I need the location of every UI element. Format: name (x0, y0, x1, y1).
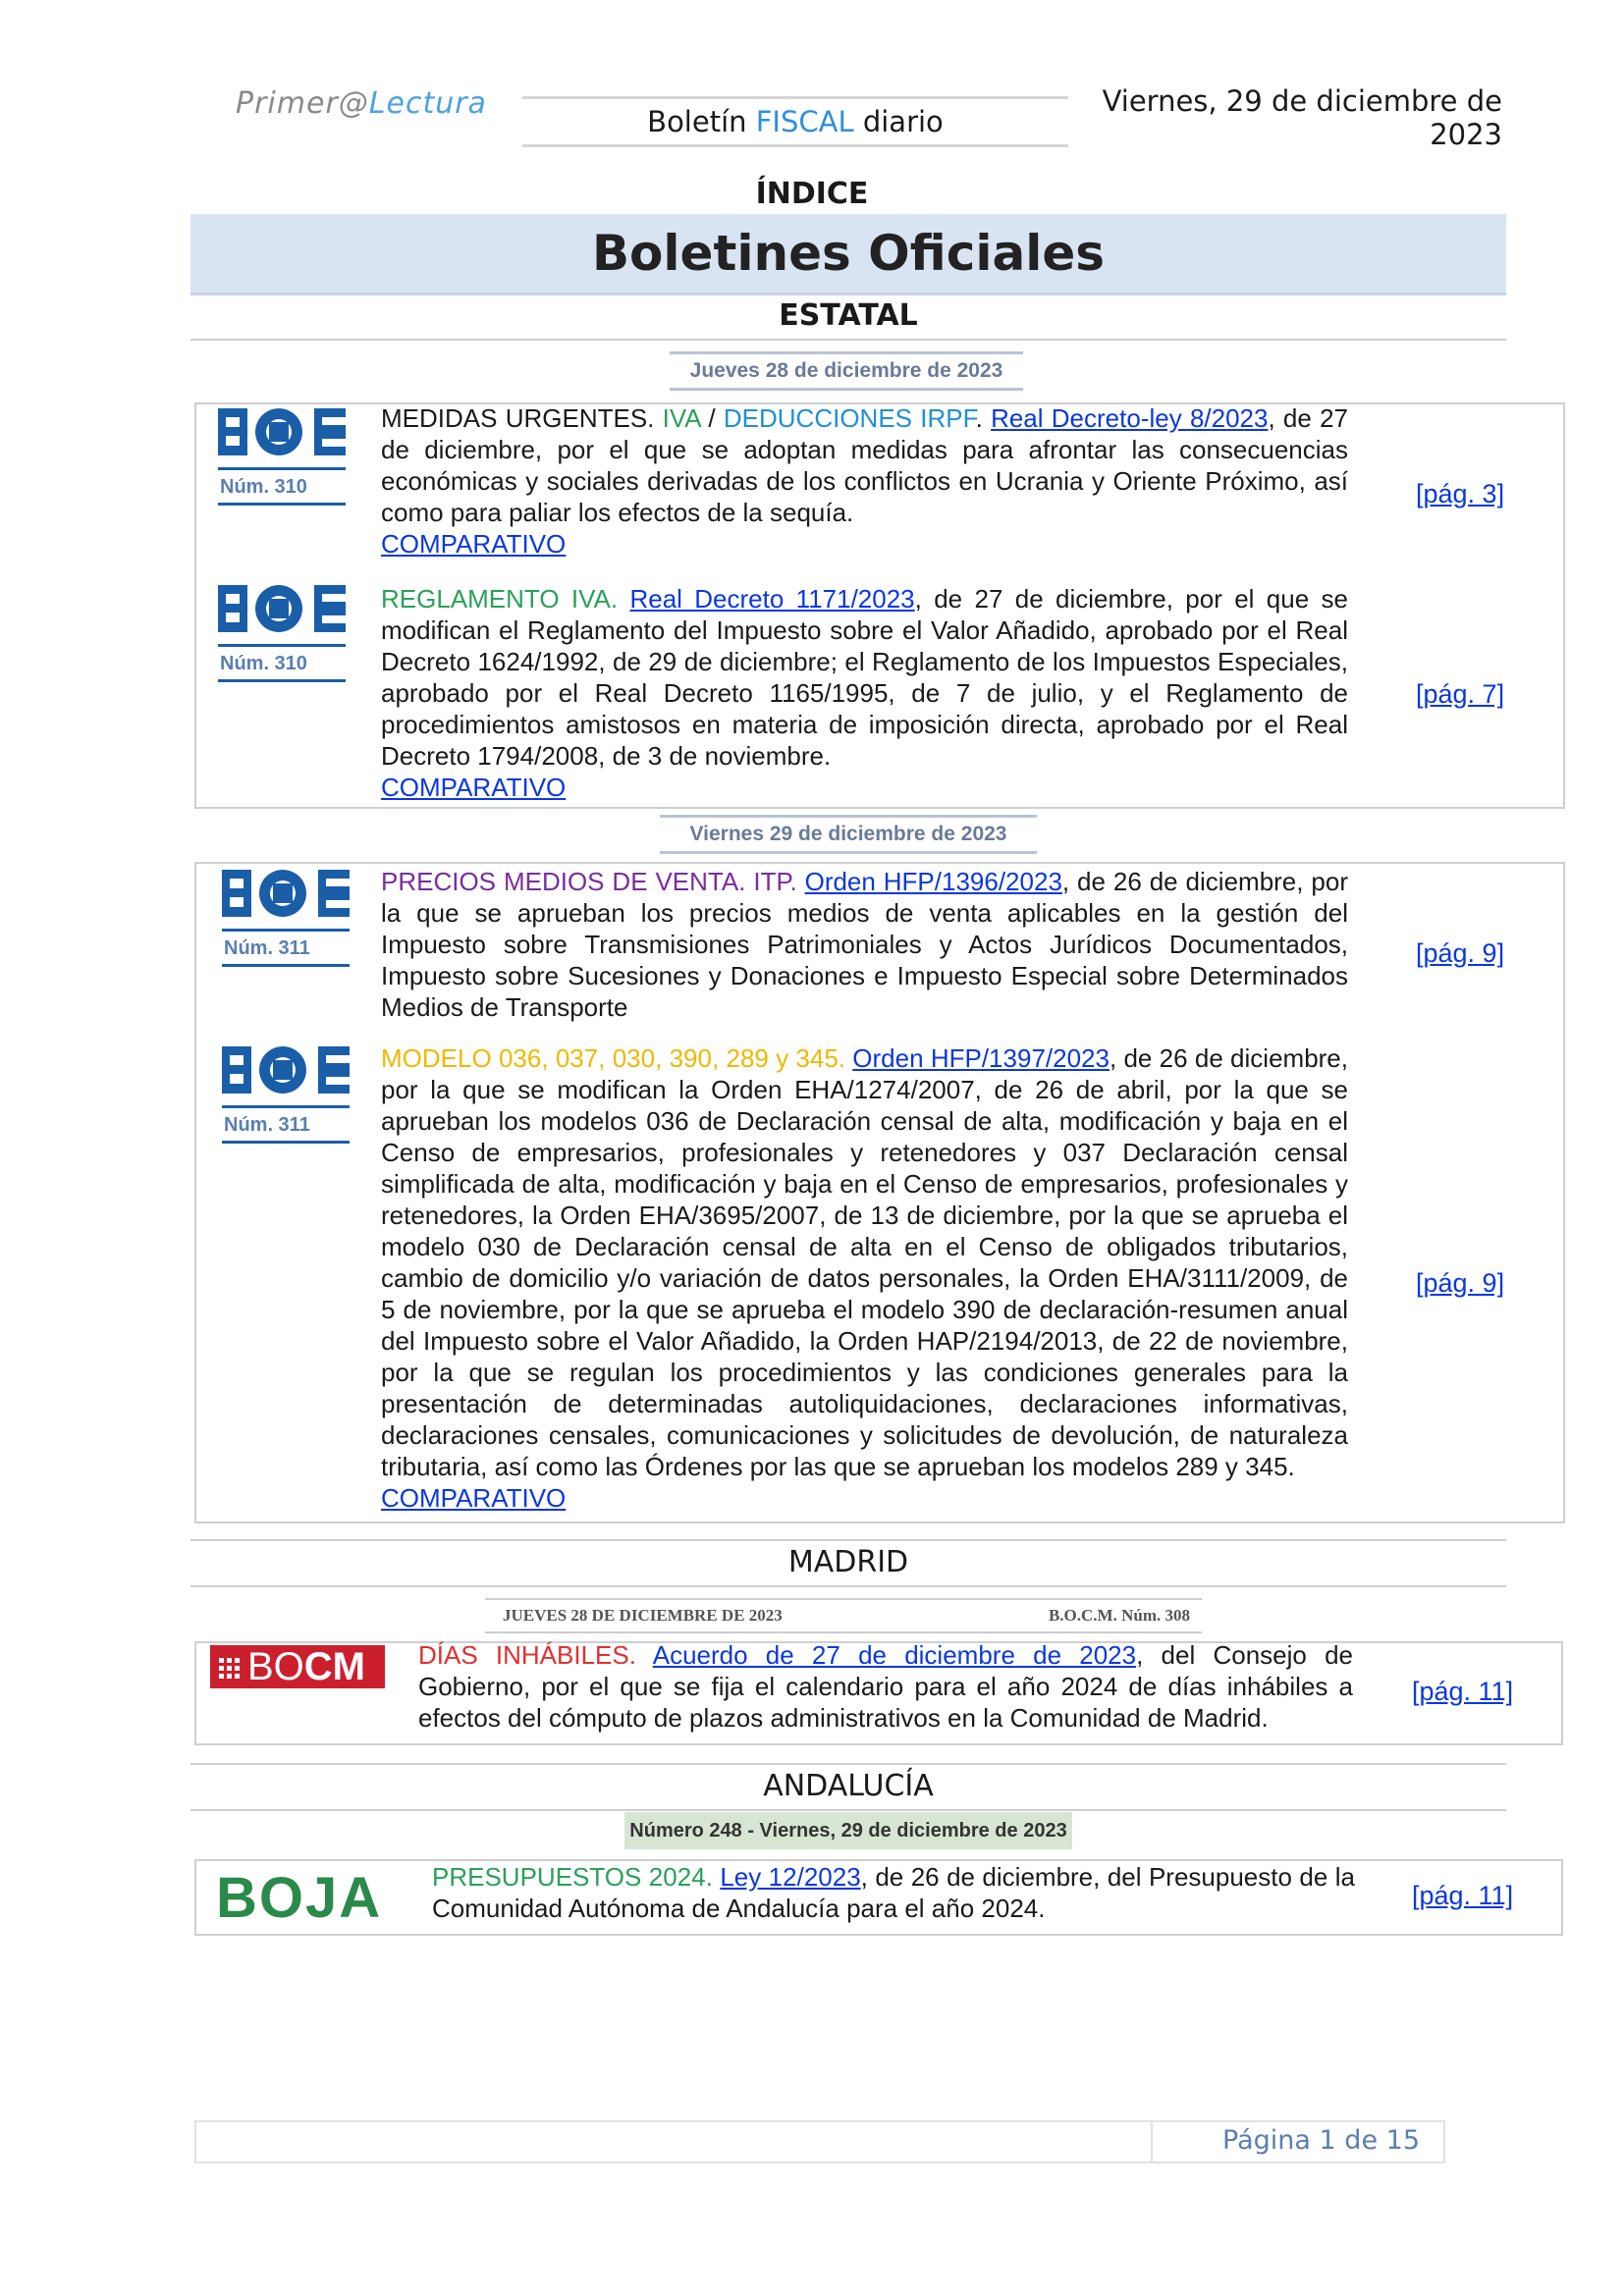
section-madrid: MADRID (190, 1539, 1506, 1587)
section-estatal: ESTATAL (190, 298, 1506, 341)
law-link[interactable]: Orden HFP/1397/2023 (852, 1043, 1110, 1073)
law-link[interactable]: Real Decreto-ley 8/2023 (991, 403, 1269, 433)
page-link[interactable]: [pág. 3] (1416, 479, 1505, 508)
bocm-logo (210, 1645, 385, 1688)
brand-primer: Primer@ (236, 86, 369, 121)
entry-text: , de 26 de diciembre, por la que se aprueban los precios medios de venta aplicables en la gestión del Impuesto sobre Transmisiones Patrimoniales y Actos Jurídicos Documentados, Impuesto sobre Sucesiones y Donaciones e Impuesto Especial sobre Determinados Medios de Transporte (381, 867, 1348, 1022)
law-link[interactable]: Orden HFP/1396/2023 (804, 867, 1062, 896)
bulletin-title (522, 96, 1068, 147)
bocm-number: B.O.C.M. Núm. 308 (1048, 1606, 1190, 1625)
boe-number: Núm. 310 (218, 644, 346, 682)
comparativo-link[interactable]: COMPARATIVO (381, 773, 567, 802)
boe-block-4 (222, 1044, 350, 1144)
entry-text: , de 27 de diciembre, por el que se adoptan medidas para afrontar las consecuencias económicas y sociales derivadas de los conflictos en Ucrania y Oriente Próximo, así como para paliar los efectos de la sequía. (381, 403, 1349, 527)
comparativo-link[interactable]: COMPARATIVO (381, 529, 567, 559)
entry-text: , del Consejo de Gobierno, por el que se fija el calendario para el año 2024 de días inhábiles a efectos del cómputo de plazos administrativos en la Comunidad de Madrid. (418, 1640, 1353, 1733)
entry-tag: REGLAMENTO IVA. (381, 584, 630, 614)
entry-modelos (381, 1042, 1348, 1514)
entry-medidas-urgentes (381, 402, 1348, 560)
boe-logo-icon (222, 868, 350, 919)
banner-title: Boletines Oficiales (190, 214, 1506, 295)
boe-number: Núm. 311 (222, 929, 350, 967)
boja-logo: BOJA (216, 1866, 383, 1930)
boe-block-2 (218, 583, 346, 682)
boe-block-1 (218, 406, 346, 506)
bulletin-title-pre: Boletín (647, 105, 756, 138)
date-bar-thursday: Jueves 28 de diciembre de 2023 (670, 351, 1023, 391)
page-link[interactable]: [pág. 9] (1416, 938, 1505, 968)
entry-dias-inhabiles (418, 1639, 1353, 1734)
entry-tag-iva: IVA (662, 403, 701, 433)
boe-number: Núm. 310 (218, 467, 346, 506)
bocm-logo-cm: CM (303, 1645, 366, 1688)
page-link[interactable]: [pág. 11] (1412, 1881, 1514, 1910)
page-link[interactable]: [pág. 11] (1412, 1677, 1514, 1706)
boe-logo-icon (218, 583, 346, 634)
date-bar-friday: Viernes 29 de diciembre de 2023 (660, 815, 1037, 854)
entry-tag-irpf: DEDUCCIONES IRPF (723, 403, 976, 433)
law-link[interactable]: Ley 12/2023 (720, 1862, 861, 1892)
entry-text: , de 26 de diciembre, por la que se modifican la Orden EHA/1274/2007, de 26 de abril, por la que se aprueban los modelos 036 de Declaración censal de alta, modificación y baja en el Censo de empresarios, profesionales y retenedores y 037 Declaración censal simplificada de alta, modificación y baja en el Censo de empresarios, profesionales y retenedores, la Orden EHA/3695/2007, de 13 de diciembre, por la que se aprueba el modelo 030 de Declaración censal de alta en el Censo de obligados tributarios, cambio de domicilio y/o variación de datos personales, la Orden EHA/3111/2009, de 5 de noviembre, por la que se aprueba el modelo 390 de declaración-resumen anual del Impuesto sobre el Valor Añadido, la Orden HAP/2194/2013, de 22 de noviembre, por la que se regulan los procedimientos y las condiciones generales para la presentación de determinadas autoliquidaciones, declaraciones informativas, declaraciones censales, comunicaciones y solicitudes de devolución, de naturaleza tributaria, así como las Órdenes por las que se aprueban los modelos 289 y 345. (381, 1043, 1348, 1481)
entry-text: , de 27 de diciembre, por el que se modifican el Reglamento del Impuesto sobre el Valor Añadido, aprobado por el Real Decreto 1624/1992, de 29 de diciembre; el Reglamento de los Impuestos Especiales, aprobado por el Real Decreto 1165/1995, de 7 de julio, y el Reglamento de procedimientos amistosos en materia de imposición directa, aprobado por el Real Decreto 1794/2008, de 3 de noviembre. (381, 584, 1348, 771)
entry-reglamento-iva (381, 583, 1348, 803)
law-link[interactable]: Real Decreto 1171/2023 (629, 584, 915, 614)
entry-presupuestos (432, 1861, 1355, 1924)
entry-sep: / (700, 403, 724, 433)
bocm-grid-icon (218, 1657, 242, 1681)
index-title: ÍNDICE (755, 177, 869, 211)
entry-dot: . (975, 403, 992, 433)
brand-lectura: Lectura (368, 86, 487, 121)
entry-precios-medios (381, 866, 1348, 1023)
boe-number: Núm. 311 (222, 1105, 350, 1144)
bulletin-title-post: diario (853, 105, 944, 138)
bulletin-title-fiscal: FISCAL (755, 105, 854, 138)
comparativo-link[interactable]: COMPARATIVO (381, 1483, 567, 1513)
entry-text: , de 26 de diciembre, del Presupuesto de la Comunidad Autónoma de Andalucía para el año 2024. (432, 1862, 1355, 1923)
entry-tag: PRESUPUESTOS 2024. (432, 1862, 721, 1892)
page-link[interactable]: [pág. 7] (1416, 679, 1505, 709)
header-date: Viernes, 29 de diciembre de 2023 (1102, 84, 1502, 151)
bocm-logo-bo: BO (247, 1645, 304, 1688)
footer-divider (1151, 2120, 1153, 2162)
entry-tag: PRECIOS MEDIOS DE VENTA. ITP. (381, 867, 805, 896)
page-link[interactable]: [pág. 9] (1416, 1268, 1505, 1298)
bocm-date: JUEVES 28 DE DICIEMBRE DE 2023 (503, 1606, 783, 1625)
page-number: Página 1 de 15 (1222, 2125, 1420, 2156)
boe-logo-icon (218, 406, 346, 457)
section-andalucia: ANDALUCÍA (190, 1763, 1506, 1811)
entry-tag: MEDIDAS URGENTES. (381, 403, 663, 433)
entry-tag: MODELO 036, 037, 030, 390, 289 y 345. (381, 1043, 853, 1073)
date-bar-bocm (485, 1598, 1202, 1633)
law-link[interactable]: Acuerdo de 27 de diciembre de 2023 (652, 1640, 1137, 1670)
date-bar-boja: Número 248 - Viernes, 29 de diciembre de 2023 (624, 1812, 1072, 1849)
brand-logo (236, 86, 487, 121)
entry-tag: DÍAS INHÁBILES. (418, 1640, 653, 1670)
boe-logo-icon (222, 1044, 350, 1095)
boe-block-3 (222, 868, 350, 967)
